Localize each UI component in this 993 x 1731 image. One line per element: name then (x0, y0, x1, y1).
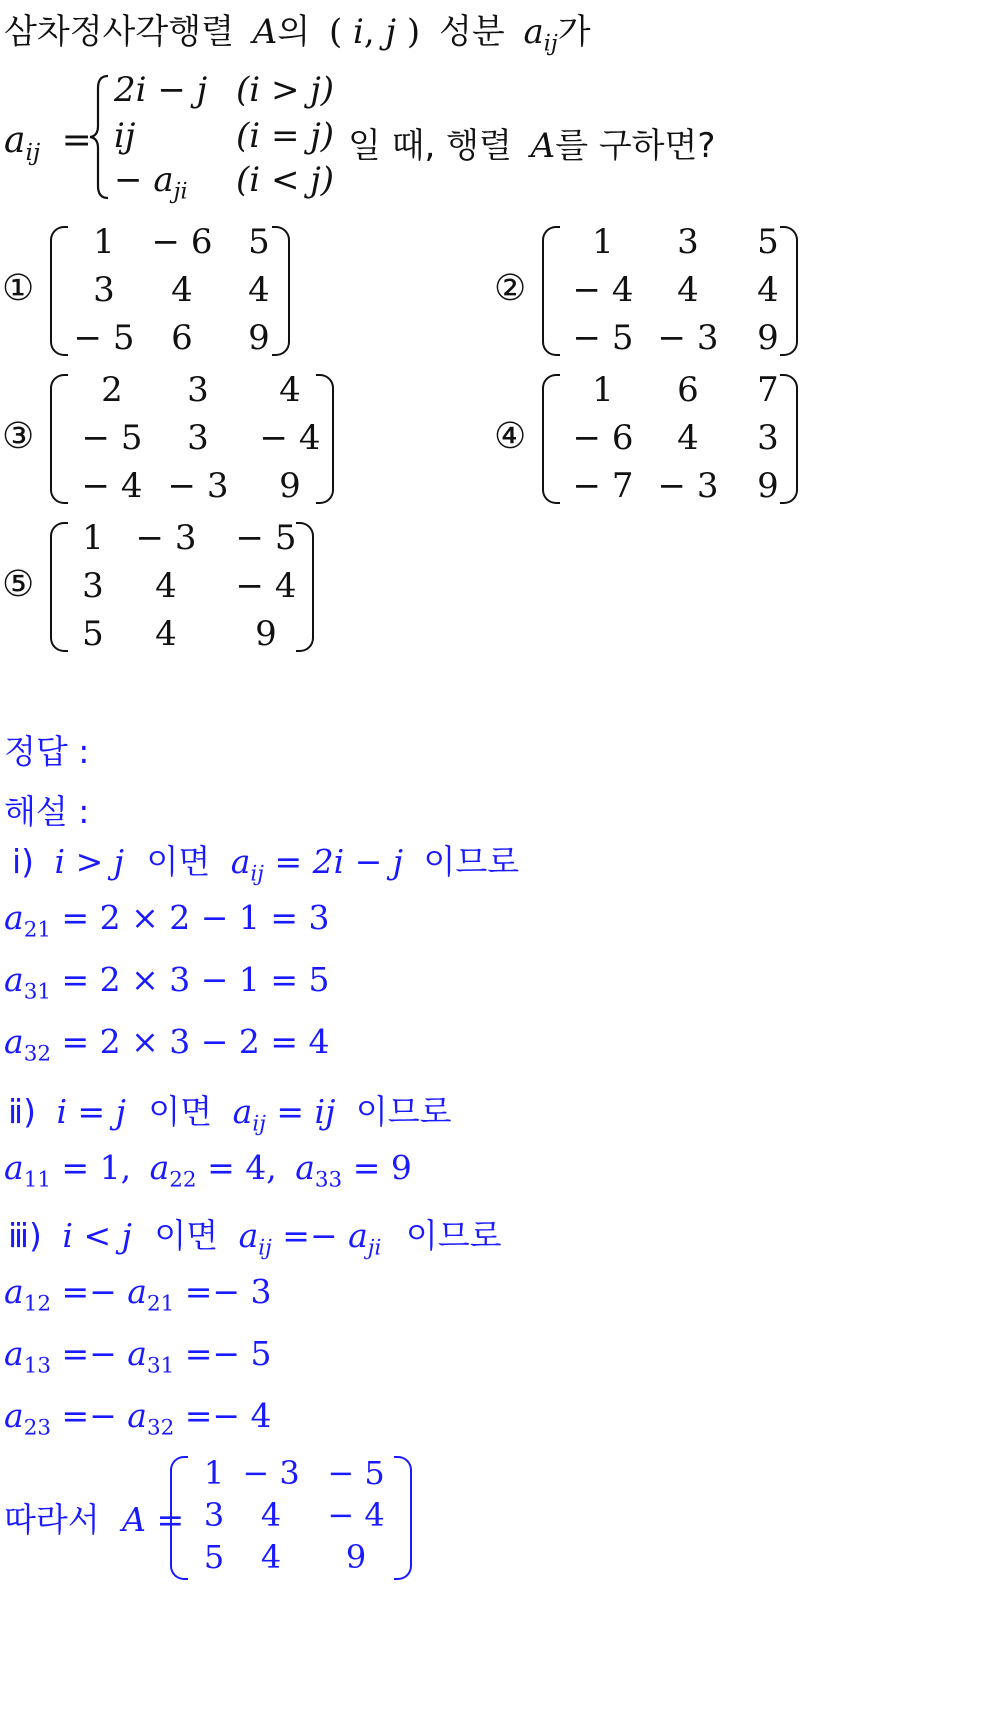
tail-text-1: 일 때, 행렬 (348, 126, 512, 166)
case-3-sub: ij (258, 1235, 272, 1261)
matrix-cell: 5 (248, 222, 270, 262)
matrix-cell: − 3 (657, 466, 719, 506)
paren-open: ( (328, 12, 343, 52)
line-rhs: = 2 × 3 − 2 = 4 (61, 1022, 330, 1061)
tail-text-2: 를 구하면? (555, 126, 716, 166)
matrix-cell: 1 (592, 370, 614, 410)
case-3-minus: − (114, 160, 143, 200)
line-rhs: = 9 (352, 1148, 412, 1187)
line-sub: 13 (23, 1353, 51, 1379)
line-sub2: 21 (146, 1291, 175, 1317)
case-2-ifthen: 이면 (148, 1092, 213, 1131)
choice-5-label: ⑤ (2, 564, 35, 605)
line-mid: =− (61, 1334, 117, 1373)
line-a: a (4, 960, 24, 999)
matrix-cell: − 4 (259, 418, 321, 458)
matrix-cell: 9 (279, 466, 301, 506)
case-2-a: a (232, 1092, 253, 1131)
line-a: a (4, 1272, 24, 1311)
choice-4[interactable] (494, 370, 814, 506)
line-a: a (4, 1022, 24, 1061)
choice-1-matrix (50, 222, 290, 358)
line-sub: 23 (23, 1415, 51, 1441)
tail-A: A (530, 126, 556, 166)
line-sub: 33 (314, 1167, 343, 1193)
matrix-cell: 3 (677, 222, 699, 262)
case-2-condition: i = j (56, 1092, 126, 1131)
line-rhs: =− 4 (184, 1396, 272, 1435)
final-A: A (122, 1500, 146, 1539)
matrix-cell: − 5 (235, 518, 297, 558)
case-3-rhs: =− (282, 1216, 338, 1255)
case-3-num: ⅲ) (8, 1216, 42, 1255)
line-sub: 11 (23, 1167, 51, 1193)
matrix-symbol: A (252, 12, 278, 52)
matrix-cell: 4 (248, 270, 270, 310)
line-a2: a (127, 1396, 147, 1435)
case-3-sub2: ji (367, 1235, 382, 1261)
matrix-cell: − 3 (657, 318, 719, 358)
matrix-cell: 4 (171, 270, 193, 310)
line-mid: =− (61, 1396, 117, 1435)
matrix-cell: − 6 (151, 222, 213, 262)
choice-3-matrix (50, 370, 334, 506)
lhs-a: a (4, 120, 26, 161)
matrix-cell: 4 (279, 370, 301, 410)
choice-5-matrix (50, 518, 314, 654)
final-eq: = (156, 1500, 185, 1539)
left-paren (170, 1456, 188, 1580)
line-rhs: =− 3 (184, 1272, 272, 1311)
case-1-line-1 (4, 898, 329, 943)
line-sub: 31 (23, 979, 51, 1005)
matrix-cell: 3 (203, 1496, 225, 1534)
matrix-cell: 9 (255, 614, 277, 654)
case-3-a2: a (348, 1216, 368, 1255)
matrix-cell: 9 (757, 318, 779, 358)
case-2-tail: 이므로 (355, 1092, 452, 1131)
matrix-cell: 3 (187, 370, 209, 410)
question-prefix: 삼차정사각행렬 (4, 12, 234, 52)
matrix-cell: − 5 (327, 1454, 385, 1492)
matrix-cell: 1 (82, 518, 104, 558)
case-2-sub: ij (252, 1111, 266, 1137)
matrix-cell: 1 (93, 222, 115, 262)
choice-1[interactable] (2, 222, 302, 358)
matrix-cell: 4 (260, 1496, 282, 1534)
matrix-cell: 9 (757, 466, 779, 506)
paren-close: ) (406, 12, 421, 52)
choice-4-matrix (542, 370, 798, 506)
left-paren (542, 226, 560, 356)
line-rhs: = 2 × 2 − 1 = 3 (61, 898, 330, 937)
explain-label: 해설 : (4, 792, 90, 831)
case-3-sub: ji (173, 178, 188, 205)
case-1-line-2 (4, 960, 329, 1005)
matrix-cell: 6 (171, 318, 193, 358)
choice-1-label: ① (2, 268, 35, 309)
element-a: a (523, 12, 544, 52)
index-j: j (385, 12, 397, 52)
line-rhs: =− 5 (184, 1334, 272, 1373)
case-2-heading (8, 1086, 451, 1137)
matrix-cell: 4 (260, 1538, 282, 1576)
case-1-heading (12, 836, 519, 887)
lhs-sub: ij (25, 138, 41, 167)
matrix-cell: − 4 (235, 566, 297, 606)
matrix-cell: 3 (187, 418, 209, 458)
case-2-num: ⅱ) (8, 1092, 36, 1131)
line-mid: =− (61, 1272, 117, 1311)
case-1-line-3 (4, 1022, 329, 1067)
line-sub: 12 (23, 1291, 51, 1317)
question-seongbun: 성분 (438, 12, 505, 52)
matrix-cell: 4 (677, 418, 699, 458)
case-3-a: a (238, 1216, 259, 1255)
matrix-cell: − 5 (81, 418, 143, 458)
matrix-cell: 9 (345, 1538, 367, 1576)
line-a: a (295, 1148, 315, 1187)
question-line-1 (4, 4, 591, 57)
line-sub: 21 (23, 917, 51, 943)
matrix-cell: 4 (757, 270, 779, 310)
case-1-cond: (i > j) (236, 70, 335, 110)
line-sub: 22 (169, 1167, 197, 1193)
matrix-cell: 5 (757, 222, 779, 262)
case-3 (114, 160, 188, 205)
line-rhs: = 2 × 3 − 1 = 5 (61, 960, 330, 999)
matrix-cell: 3 (82, 566, 104, 606)
case-3-cond: (i < j) (236, 160, 335, 200)
case-1 (114, 70, 207, 110)
case-3-tail: 이므로 (405, 1216, 502, 1255)
case-2 (114, 116, 135, 156)
matrix-cell: 3 (757, 418, 779, 458)
case-1-sub: ij (250, 861, 264, 887)
question-ga: 가 (557, 12, 591, 52)
left-paren (50, 522, 68, 652)
question-ui: 의 (277, 12, 311, 52)
matrix-cell: 5 (203, 1538, 225, 1576)
question-tail (348, 118, 715, 167)
matrix-cell: 4 (677, 270, 699, 310)
index-i: i (353, 12, 364, 52)
element-sub: ij (543, 30, 558, 57)
choice-2-matrix (542, 222, 798, 358)
line-a: a (4, 1148, 24, 1187)
case-2-cond: (i = j) (236, 116, 335, 156)
matrix-cell: 2 (101, 370, 123, 410)
final-text: 따라서 (4, 1500, 100, 1539)
matrix-cell: − 4 (572, 270, 634, 310)
final-line (4, 1494, 184, 1541)
line-a: a (4, 898, 24, 937)
line-a: a (4, 1396, 24, 1435)
matrix-cell: − 4 (327, 1496, 385, 1534)
line-a: a (4, 1334, 24, 1373)
answer-label: 정답 : (4, 732, 90, 771)
matrix-cell: − 3 (242, 1454, 300, 1492)
matrix-cell: 5 (82, 614, 104, 654)
left-paren (50, 226, 68, 356)
line-sub2: 31 (146, 1353, 175, 1379)
case-3-line-2 (4, 1334, 272, 1379)
matrix-cell: 1 (592, 222, 614, 262)
case-1-expr: 2i − j (114, 70, 208, 110)
case-1-ifthen: 이면 (146, 842, 211, 881)
line-sub2: 32 (146, 1415, 175, 1441)
matrix-cell: 7 (757, 370, 779, 410)
matrix-cell: 9 (248, 318, 270, 358)
matrix-cell: − 3 (135, 518, 197, 558)
matrix-cell: − 5 (572, 318, 634, 358)
left-paren (542, 374, 560, 504)
choice-2[interactable] (494, 222, 814, 358)
lhs-eq: = (61, 120, 92, 161)
case-1-condition: i > j (54, 842, 124, 881)
matrix-cell: − 4 (81, 466, 143, 506)
left-paren (50, 374, 68, 504)
case-2-expr: ij (114, 116, 136, 156)
line-sub: 32 (23, 1041, 51, 1067)
matrix-cell: − 6 (572, 418, 634, 458)
matrix-cell: 4 (155, 566, 177, 606)
left-brace (88, 72, 112, 202)
case-1-num: ⅰ) (12, 842, 35, 881)
case-1-tail: 이므로 (423, 842, 520, 881)
line-rhs: = 4, (207, 1148, 277, 1187)
choice-3-label: ③ (2, 416, 35, 457)
choice-2-label: ② (494, 268, 527, 309)
case-3-a: a (153, 160, 174, 200)
matrix-cell: 4 (155, 614, 177, 654)
line-a: a (149, 1148, 170, 1187)
case-3-ifthen: 이면 (154, 1216, 219, 1255)
matrix-cell: − 7 (572, 466, 634, 506)
line-a2: a (127, 1334, 147, 1373)
line-a2: a (127, 1272, 147, 1311)
case-2-rhs: = ij (276, 1092, 336, 1131)
case-3-line-3 (4, 1396, 272, 1441)
case-1-rhs: = 2i − j (274, 842, 403, 881)
case-3-condition: i < j (62, 1216, 132, 1255)
choice-5[interactable] (2, 518, 322, 654)
matrix-cell: − 5 (73, 318, 135, 358)
matrix-cell: 6 (677, 370, 699, 410)
index-comma: , (363, 12, 375, 52)
case-3-line-1 (4, 1272, 272, 1317)
piecewise-lhs (4, 120, 92, 166)
case-1-a: a (230, 842, 251, 881)
matrix-cell: 1 (203, 1454, 225, 1492)
case-2-line (4, 1148, 412, 1193)
final-matrix (170, 1456, 412, 1580)
matrix-cell: − 3 (167, 466, 229, 506)
line-rhs: = 1, (61, 1148, 132, 1187)
choice-3[interactable] (2, 370, 342, 506)
matrix-cell: 3 (93, 270, 115, 310)
case-3-heading (8, 1210, 501, 1261)
choice-4-label: ④ (494, 416, 527, 457)
